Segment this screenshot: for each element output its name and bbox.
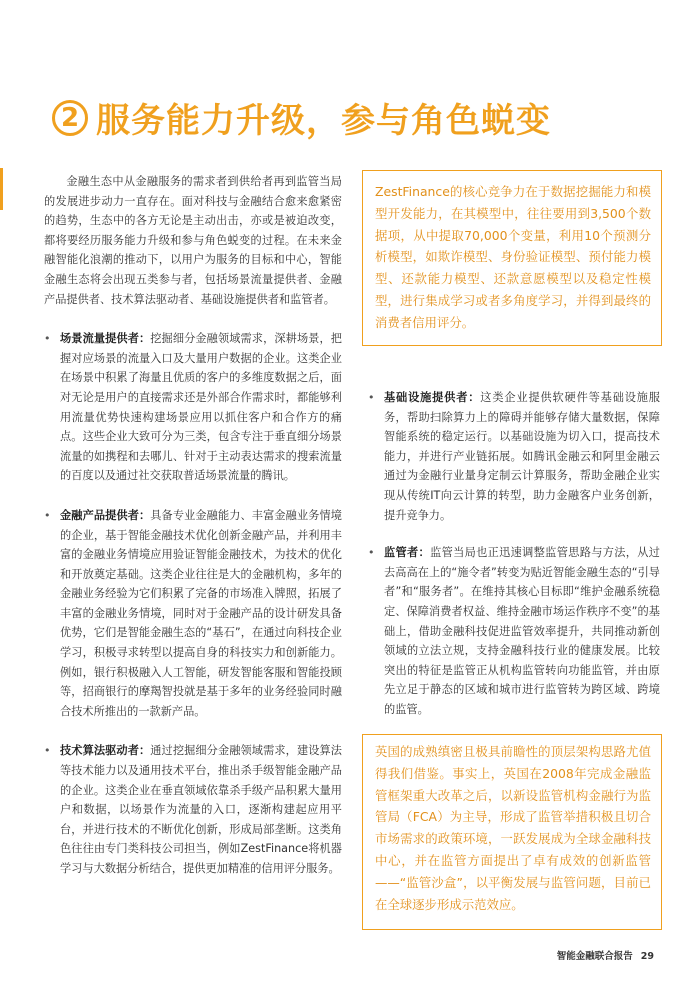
bullet-dot: • <box>368 546 375 560</box>
bullet-body: 监管当局也正迅速调整监管思路与方法，从过去高高在上的“施令者”转变为贴近智能金融生态的“引导者”和“服务者”。在维持其核心目标即“维护金融系统稳定、保障消费者权益、维持金融市场运作秩序不变”的基础上，借助金融科技促进监管效率提升，共同推动新创领域的立法立规，支持金融科技行业的健康发展。比较突出的特征是监管正从机构监管转向功能监管，并由原先立足于静态的区域和城市进行监管转为跨区域、跨境的监管。 <box>384 546 660 716</box>
callout-uk-regulation: 英国的成熟缜密且极具前瞻性的顶层架构思路尤值得我们借鉴。事实上，英国在2008年完成金融监管框架重大改革之后，以新设监管机构金融行为监管局（FCA）为主导，形成了监管举措积极且切合市场需求的政策环境，一跃发展成为全球金融科技中心，并在监管方面提出了卓有成效的创新监管——“监管沙盒”，以平衡发展与监管问题，目前已在全球逐步形成示范效应。 <box>362 734 662 930</box>
section-title <box>52 93 551 142</box>
accent-side-bar <box>0 168 3 210</box>
bullet-financial-product <box>44 506 342 722</box>
section-number-badge: 2 <box>52 100 88 136</box>
bullet-heading: 场景流量提供者： <box>60 332 151 346</box>
bullet-body: 通过挖掘细分金融领域需求，建设算法等技术能力以及通用技术平台，推出杀手级智能金融产品的企业。这类企业在垂直领域依靠杀手级产品积累大量用户和数据，以场景作为流量的入口，逐渐构建起应用平台，并进行技术的不断优化创新，形成局部垄断。这类角色往往由专门类科技公司担当，例如ZestFinance将机器学习与大数据分析结合，提供更加精准的信用评分服务。 <box>60 744 342 875</box>
bullet-dot: • <box>368 391 375 404</box>
bullet-body: 具备专业金融能力、丰富金融业务情境的企业，基于智能金融技术优化创新金融产品，并利用丰富的金融业务情境应用验证智能金融技术，为技术的优化和开放奠定基础。这类企业往往是大的金融机构，多年的金融业务经验为它们积累了完备的市场准入牌照，拓展了丰富的金融业务情境，同时对于金融产品的设计研发具备优势，它们是智能金融生态的“基石”，在通过向科技企业学习，积极寻求转型以提高自身的科技实力和创新能力。例如，银行积极融入人工智能，研发智能客服和智能投顾等，招商银行的摩羯智投就是基于多年的业务经验同时融合技术所推出的一款新产品。 <box>60 508 342 718</box>
bullet-infrastructure <box>368 388 660 525</box>
callout-zestfinance: ZestFinance的核心竞争力在于数据挖掘能力和模型开发能力，在其模型中，往往要用到3,500个数据项，从中提取70,000个变量，利用10个预测分析模型，如欺诈模型、身份验证模型、预付能力模型、还款能力模型、还款意愿模型以及稳定性模型，进行集成学习或者多角度学习，并得到最终的消费者信用评分。 <box>362 170 662 346</box>
intro-paragraph: 金融生态中从金融服务的需求者到供给者再到监管当局的发展进步动力一直存在。面对科技与金融结合愈来愈紧密的趋势，生态中的各方无论是主动出击，亦或是被迫改变，都将要经历服务能力升级和参与角色蜕变的过程。在未来金融智能化浪潮的推动下，以用户为服务的目标和中心，智能金融生态将会出现五类参与者，包括场景流量提供者、金融产品提供者、技术算法驱动者、基础设施提供者和监管者。 <box>44 175 342 306</box>
bullet-dot: • <box>44 508 51 522</box>
bullet-scene-traffic <box>44 329 342 486</box>
page-footer <box>557 948 654 962</box>
bullet-heading: 金融产品提供者： <box>60 508 151 522</box>
section-heading: 服务能力升级，参与角色蜕变 <box>96 101 551 141</box>
bullet-tech-algorithm <box>44 741 342 878</box>
bullet-heading: 技术算法驱动者： <box>60 744 151 758</box>
bullet-dot: • <box>44 744 51 758</box>
bullet-heading: 监管者： <box>384 546 431 560</box>
report-name: 智能金融联合报告 <box>556 951 633 962</box>
page-number: 29 <box>640 951 654 962</box>
bullet-regulator <box>368 543 660 719</box>
bullet-heading: 基础设施提供者： <box>384 391 481 404</box>
left-column <box>44 172 342 879</box>
bullet-body: 这类企业提供软硬件等基础设施服务，帮助扫除算力上的障碍并能够存储大量数据，保障智能系统的稳定运行。以基础设施为切入口，提高技术能力，并进行产业链拓展。如腾讯金融云和阿里金融云通过为金融行业量身定制云计算服务，帮助金融企业实现从传统IT向云计算的转型，助力金融客户业务创新，提升竞争力。 <box>384 391 660 522</box>
right-column <box>368 388 660 720</box>
bullet-body: 挖掘细分金融领域需求，深耕场景，把握对应场景的流量入口及大量用户数据的企业。这类企业在场景中积累了海量且优质的客户的多维度数据之后，面对无论是用户的直接需求还是外部合作需求时，都能够利用流量优势快速构建场景应用以抓住客户和合作方的痛点。这些企业大致可分为三类，包含专注于垂直细分场景流量的如携程和去哪儿、针对于主动表达需求的搜索流量的百度以及通过社交获取普适场景流量的腾讯。 <box>60 332 342 483</box>
bullet-dot: • <box>44 332 51 346</box>
